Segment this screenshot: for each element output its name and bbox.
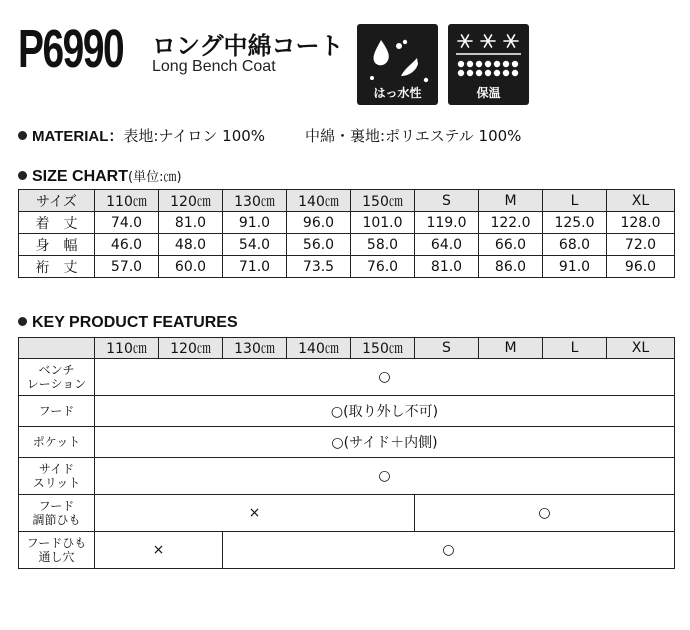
table-cell: 54.0 xyxy=(223,234,287,256)
product-title-jp: ロング中綿コート xyxy=(152,32,344,60)
column-header: S xyxy=(415,338,479,359)
row-label: 身幅 xyxy=(19,234,95,256)
row-label: 裄丈 xyxy=(19,256,95,278)
bullet-icon xyxy=(18,131,27,140)
material-heading: MATERIAL： xyxy=(32,128,124,145)
table-cell: 56.0 xyxy=(287,234,351,256)
column-header: 110㎝ xyxy=(95,190,159,212)
table-row xyxy=(19,359,675,396)
product-title-en: Long Bench Coat xyxy=(152,58,276,75)
table-cell: 86.0 xyxy=(479,256,543,278)
column-header: 130㎝ xyxy=(223,338,287,359)
bullet-icon xyxy=(18,317,27,326)
column-header: L xyxy=(543,338,607,359)
column-header: M xyxy=(479,190,543,212)
table-cell: 128.0 xyxy=(607,212,675,234)
column-header: 140㎝ xyxy=(287,190,351,212)
column-header: 150㎝ xyxy=(351,338,415,359)
table-cell: 46.0 xyxy=(95,234,159,256)
table-cell: 71.0 xyxy=(223,256,287,278)
table-cell: 125.0 xyxy=(543,212,607,234)
column-header: 120㎝ xyxy=(159,338,223,359)
size-header-row xyxy=(19,190,675,212)
table-row xyxy=(19,427,675,458)
column-header xyxy=(19,338,95,359)
material-line xyxy=(18,125,521,146)
row-label: フード xyxy=(19,396,95,427)
row-label: ベンチ レーション xyxy=(19,359,95,396)
table-cell: 122.0 xyxy=(479,212,543,234)
features-heading: KEY PRODUCT FEATURES xyxy=(18,314,238,332)
column-header: 110㎝ xyxy=(95,338,159,359)
feature-cell: × xyxy=(95,495,415,532)
product-code: P6990 xyxy=(18,19,124,79)
table-row xyxy=(19,396,675,427)
column-header: 150㎝ xyxy=(351,190,415,212)
table-cell: 57.0 xyxy=(95,256,159,278)
table-cell: 58.0 xyxy=(351,234,415,256)
table-cell: 68.0 xyxy=(543,234,607,256)
heat-retention-label: 保温 xyxy=(476,86,501,100)
row-label: サイド スリット xyxy=(19,458,95,495)
water-repellent-icon xyxy=(357,24,438,88)
column-header: L xyxy=(543,190,607,212)
table-cell: 81.0 xyxy=(159,212,223,234)
water-repellent-label: はっ水性 xyxy=(373,86,422,100)
bullet-icon xyxy=(18,171,27,180)
column-header: XL xyxy=(607,338,675,359)
table-row xyxy=(19,458,675,495)
feature-cell: ○(取り外し不可) xyxy=(95,396,675,427)
column-header: 140㎝ xyxy=(287,338,351,359)
table-cell: 72.0 xyxy=(607,234,675,256)
water-repellent-badge xyxy=(357,24,438,105)
row-label: フード 調節ひも xyxy=(19,495,95,532)
table-cell: 91.0 xyxy=(543,256,607,278)
table-row xyxy=(19,256,675,278)
table-cell: 91.0 xyxy=(223,212,287,234)
features-header-row xyxy=(19,338,675,359)
table-cell: 73.5 xyxy=(287,256,351,278)
column-header: サイズ xyxy=(19,190,95,212)
table-cell: 96.0 xyxy=(287,212,351,234)
table-cell: 60.0 xyxy=(159,256,223,278)
table-cell: 74.0 xyxy=(95,212,159,234)
heat-retention-icon xyxy=(448,24,529,88)
row-label: フードひも 通し穴 xyxy=(19,532,95,569)
table-cell: 64.0 xyxy=(415,234,479,256)
heat-retention-badge xyxy=(448,24,529,105)
feature-cell: ○ xyxy=(223,532,675,569)
column-header: XL xyxy=(607,190,675,212)
material-outer: 表地:ナイロン 100% xyxy=(123,127,266,145)
table-cell: 81.0 xyxy=(415,256,479,278)
column-header: 130㎝ xyxy=(223,190,287,212)
table-cell: 119.0 xyxy=(415,212,479,234)
size-chart-heading: SIZE CHART(単位:㎝) xyxy=(18,166,182,186)
table-row xyxy=(19,212,675,234)
feature-cell: × xyxy=(95,532,223,569)
table-row xyxy=(19,234,675,256)
table-cell: 48.0 xyxy=(159,234,223,256)
feature-cell: ○ xyxy=(95,458,675,495)
row-label: 着丈 xyxy=(19,212,95,234)
table-cell: 66.0 xyxy=(479,234,543,256)
feature-cell: ○ xyxy=(95,359,675,396)
features-table xyxy=(18,337,675,569)
feature-cell: ○(サイド＋内側) xyxy=(95,427,675,458)
row-label: ポケット xyxy=(19,427,95,458)
size-chart-unit: (単位:㎝) xyxy=(128,170,182,185)
size-chart-table xyxy=(18,189,675,278)
table-cell: 96.0 xyxy=(607,256,675,278)
table-cell: 101.0 xyxy=(351,212,415,234)
column-header: M xyxy=(479,338,543,359)
column-header: 120㎝ xyxy=(159,190,223,212)
table-row xyxy=(19,495,675,532)
column-header: S xyxy=(415,190,479,212)
table-cell: 76.0 xyxy=(351,256,415,278)
feature-cell: ○ xyxy=(415,495,675,532)
table-row xyxy=(19,532,675,569)
material-inner: 中綿・裏地:ポリエステル 100% xyxy=(305,127,522,145)
